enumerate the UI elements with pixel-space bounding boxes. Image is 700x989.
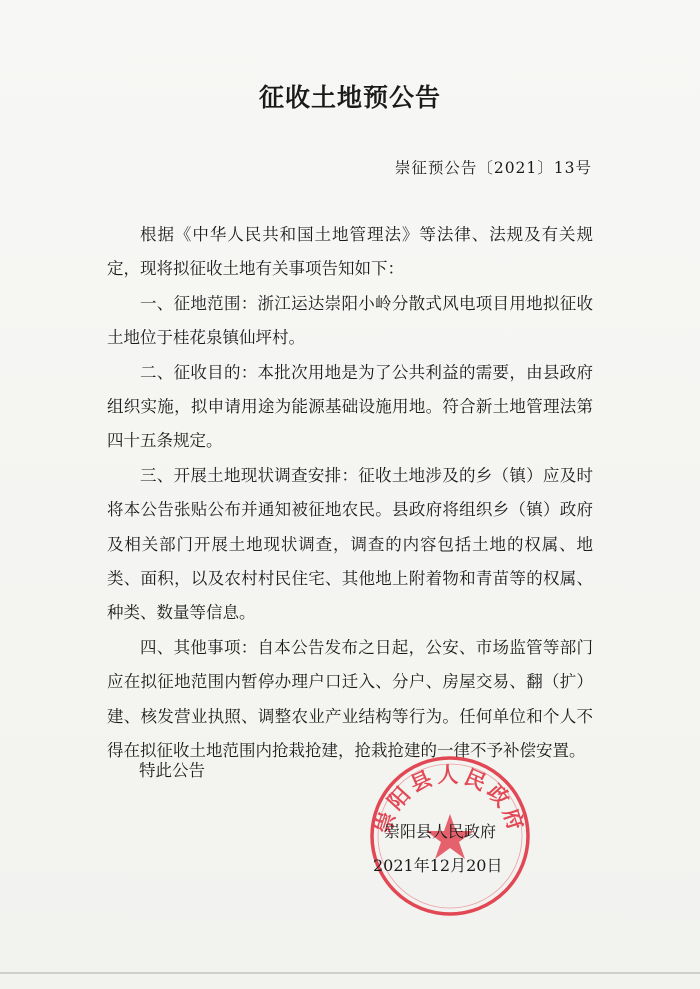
document-number: 崇征预公告〔2021〕13号	[394, 159, 592, 177]
paragraph-intro: 根据《中华人民共和国土地管理法》等法律、法规及有关规定，现将拟征收土地有关事项告知如下：	[107, 225, 593, 279]
issuer-name: 崇阳县人民政府	[384, 822, 497, 841]
issue-date: 2021年12月20日	[373, 856, 503, 875]
document-body	[107, 218, 593, 769]
paragraph-scope: 一、征地范围：浙江运达崇阳小岭分散式风电项目用地拟征收土地位于桂花泉镇仙坪村。	[107, 293, 593, 348]
closing-text: 特此公告	[139, 761, 205, 780]
svg-text:崇阳县人民政府: 崇阳县人民政府	[370, 762, 530, 837]
paragraph-purpose: 二、征收目的：本批次用地是为了公共利益的需要，由县政府组织实施，拟申请用途为能源基础设施用地。符合新土地管理法第四十五条规定。	[107, 362, 593, 451]
page-divider	[0, 972, 700, 974]
paragraph-survey: 三、开展土地现状调查安排：征收土地涉及的乡（镇）应及时将本公告张贴公布并通知被征地农民。县政府将组织乡（镇）政府及相关部门开展土地现状调查，调查的内容包括土地的权属、地类、面积，以及农村村民住宅、其他地上附着物和青苗等的权属、种类、数量等信息。	[107, 465, 593, 623]
document-title: 征收土地预公告	[258, 83, 441, 112]
paragraph-other: 四、其他事项：自本公告发布之日起，公安、市场监管等部门应在拟征地范围内暂停办理户口迁入、分户、房屋交易、翻（扩）建、核发营业执照、调整农业产业结构等行为。任何单位和个人不得在拟征收土地范围内抢栽抢建，抢栽抢建的一律不予补偿安置。	[107, 637, 593, 761]
